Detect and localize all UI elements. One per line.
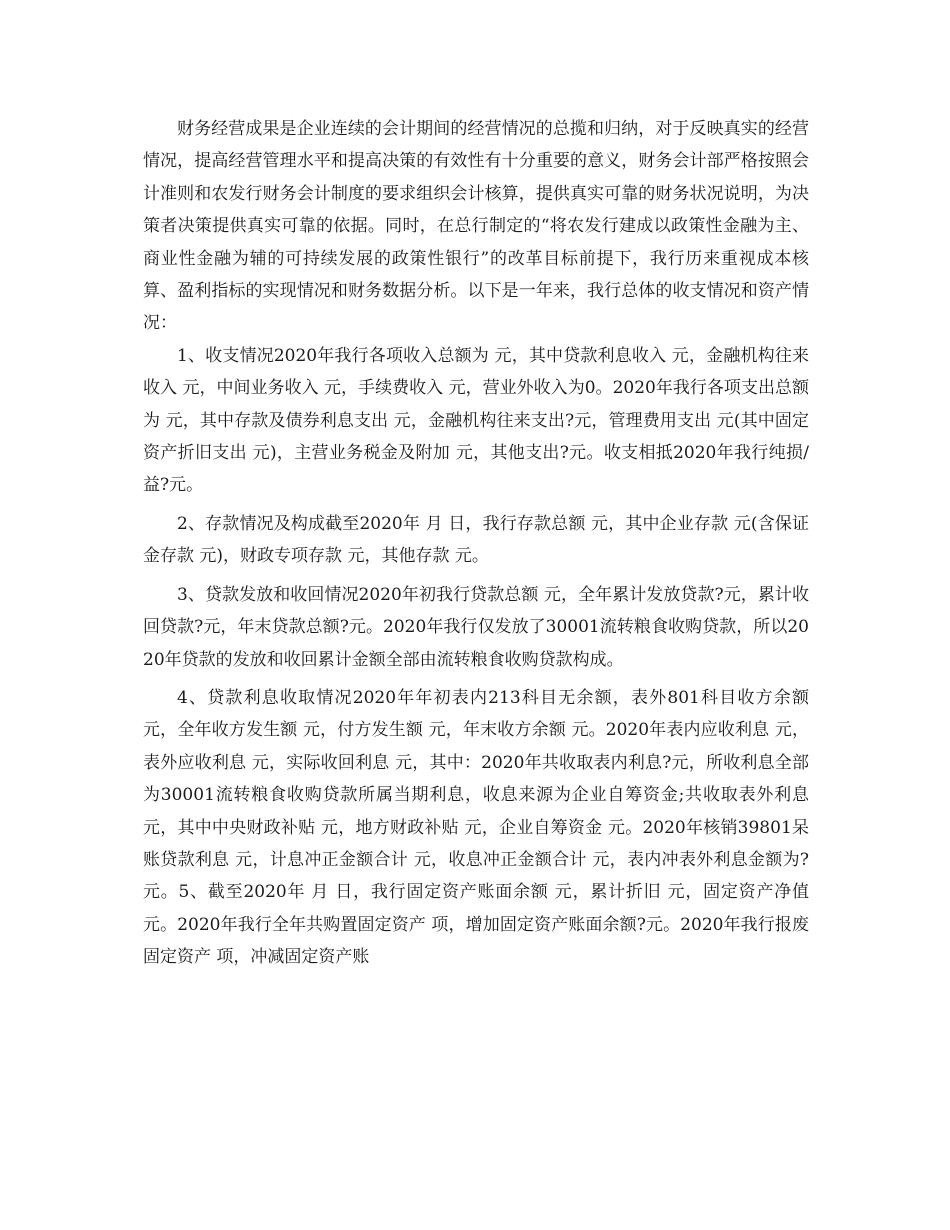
document-body <box>143 113 809 974</box>
paragraph-loan-interest: 4、贷款利息收取情况2020年年初表内213科目无余额，表外801科目收方余额 元，全年收方发生额 元，付方发生额 元，年末收方余额 元。2020年表内应收利息 元，表外应收利息 元，实际收回利息 元，其中：2020年共收取表内利息?元，所收利息全部为30001流转粮食收购贷款所属当期利息，收息来源为企业自筹资金;共收取表外利息 元，其中中央财政补贴 元，地方财政补贴 元，企业自筹资金 元。2020年核销39801呆账贷款利息 元，计息冲正金额合计 元，收息冲正金额合计 元，表内冲表外利息金额为?元。5、截至2020年 月 日，我行固定资产账面余额 元，累计折旧 元，固定资产净值 元。2020年我行全年共购置固定资产 项，增加固定资产账面余额?元。2020年我行报废固定资产 项，冲减固定资产账 <box>143 687 809 968</box>
paragraph-deposits: 2、存款情况及构成截至2020年 月 日，我行存款总额 元，其中企业存款 元(含保证金存款 元)，财政专项存款 元，其他存款 元。 <box>143 513 809 567</box>
paragraph-intro: 财务经营成果是企业连续的会计期间的经营情况的总揽和归纳，对于反映真实的经营情况，提高经营管理水平和提高决策的有效性有十分重要的意义，财务会计部严格按照会计准则和农发行财务会计制度的要求组织会计核算，提供真实可靠的财务状况说明，为决策者决策提供真实可靠的依据。同时，在总行制定的“将农发行建成以政策性金融为主、商业性金融为辅的可持续发展的政策性银行”的改革目标前提下，我行历来重视成本核算、盈利指标的实现情况和财务数据分析。以下是一年来，我行总体的收支情况和资产情况： <box>143 119 809 334</box>
paragraph-income-expense: 1、收支情况2020年我行各项收入总额为 元，其中贷款利息收入 元，金融机构往来收入 元，中间业务收入 元，手续费收入 元，营业外收入为0。2020年我行各项支出总额为 元，其中存款及债券利息支出 元，金融机构往来支出?元，管理费用支出 元(其中固定资产折旧支出 元)，主营业务税金及附加 元，其他支出?元。收支相抵2020年我行纯损/益?元。 <box>143 345 809 496</box>
paragraph-loans: 3、贷款发放和收回情况2020年初我行贷款总额 元，全年累计发放贷款?元，累计收回贷款?元，年末贷款总额?元。2020年我行仅发放了30001流转粮食收购贷款，所以2020年贷款的发放和收回累计金额全部由流转粮食收购贷款构成。 <box>143 584 809 670</box>
